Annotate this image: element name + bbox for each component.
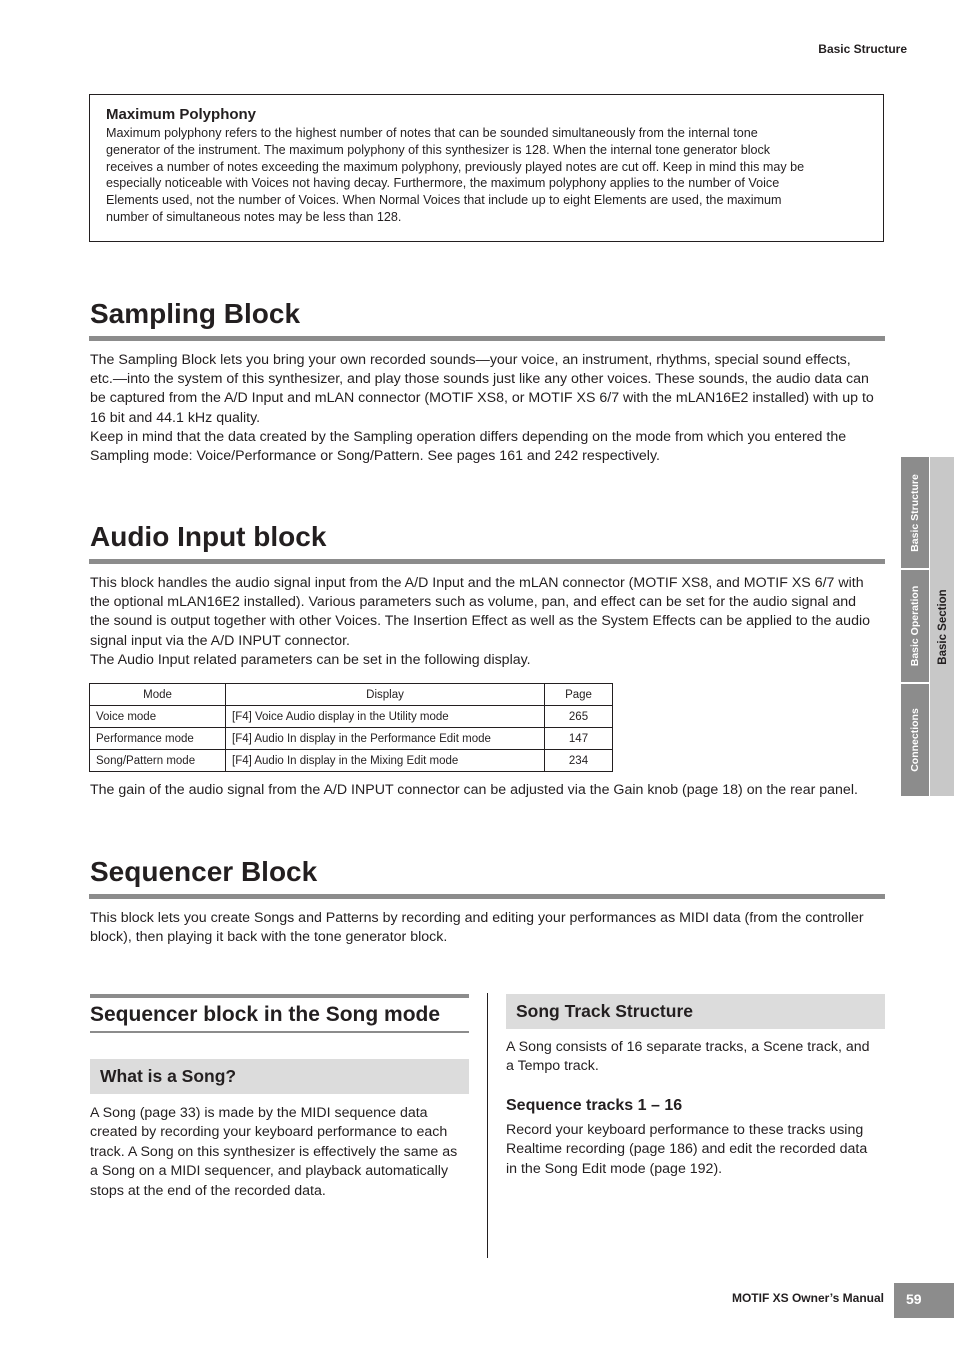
note-line: especially noticeable with Voices not having decay. Furthermore, the maximum polyphony applies to the number of Voice <box>106 176 780 191</box>
text-line: A Song consists of 16 separate tracks, a Scene track, and <box>506 1039 870 1055</box>
section-tab-label: Basic Section <box>936 588 949 665</box>
what-is-song-heading <box>90 1059 469 1094</box>
table-cell: [F4] Voice Audio display in the Utility mode <box>226 706 545 728</box>
running-header: Basic Structure <box>818 42 907 56</box>
note-line: Maximum polyphony refers to the highest number of notes that can be sounded simultaneously from the internal tone <box>106 126 758 140</box>
text-line: This block lets you create Songs and Patterns by recording and editing your performances as MIDI data (from the controller <box>90 910 864 926</box>
side-tab-label: Basic Operation <box>909 585 921 667</box>
note-title: Maximum Polyphony <box>106 106 257 123</box>
text-line: The Sampling Block lets you bring your own recorded sounds—your voice, an instrument, rhythms, special sound effects, <box>90 352 851 368</box>
text-line: block), then playing it back with the tone generator block. <box>90 929 448 946</box>
side-tab-connections[interactable] <box>901 684 929 796</box>
gain-note: The gain of the audio signal from the A/D INPUT connector can be adjusted via the Gain knob (page 18) on the rear panel. <box>90 782 858 798</box>
sequence-tracks-heading: Sequence tracks 1 – 16 <box>506 1097 683 1114</box>
side-tab-label: Basic Structure <box>909 473 921 552</box>
note-line: number of simultaneous notes may be less than 128. <box>106 209 402 224</box>
table-row <box>90 750 613 772</box>
text-line: the optional mLAN16E2 installed). Various parameters such as volume, pan, and effect can be set for the audio signal and <box>90 594 857 611</box>
column-divider <box>487 993 488 1258</box>
text-line: Record your keyboard performance to these tracks using <box>506 1122 864 1138</box>
text-line: signal input via the A/D INPUT connector. <box>90 632 350 649</box>
text-line: etc.—into the system of this synthesizer, and play those sounds just like any other voices. These sounds, the audio data can <box>90 371 869 388</box>
heading-rule <box>89 336 885 341</box>
sampling-paragraph <box>90 351 886 466</box>
section-tab-basic-section[interactable] <box>930 457 954 796</box>
audio-input-paragraph <box>90 574 886 670</box>
sampling-heading: Sampling Block <box>90 298 301 329</box>
side-tab-basic-operation[interactable] <box>901 570 929 682</box>
side-tab-label: Connections <box>909 708 921 772</box>
table-row <box>90 728 613 750</box>
table-cell: Song/Pattern mode <box>90 750 226 772</box>
song-track-structure-heading <box>506 994 885 1029</box>
text-line: The Audio Input related parameters can be set in the following display. <box>90 651 531 668</box>
note-line: generator of the instrument. The maximum polyphony of this synthesizer is 128. When the internal tone generator block <box>106 142 771 157</box>
text-line: created by recording your keyboard performance to each <box>90 1124 448 1141</box>
table-row <box>90 706 613 728</box>
table-cell: [F4] Audio In display in the Mixing Edit mode <box>226 750 545 772</box>
text-line: in the Song Edit mode (page 192). <box>506 1160 723 1177</box>
page-number-badge <box>894 1283 954 1318</box>
text-line: a Song on a MIDI sequencer, and playback automatically <box>90 1163 449 1180</box>
text-line: track. A Song on this synthesizer is effectively the same as <box>90 1143 458 1160</box>
song-mode-heading-text: Sequencer block in the Song mode <box>90 1003 441 1026</box>
side-tab-basic-structure[interactable] <box>901 457 929 568</box>
text-line: Realtime recording (page 186) and edit the recorded data <box>506 1141 868 1158</box>
text-line: This block handles the audio signal input from the A/D Input and the mLAN connector (MOTIF XS8, and MOTIF XS 6/7 with <box>90 575 864 591</box>
heading-rule <box>89 894 885 899</box>
column-header-display: Display <box>226 684 545 706</box>
what-is-song-paragraph <box>90 1104 470 1201</box>
page-number: 59 <box>906 1291 922 1307</box>
sequence-tracks-paragraph <box>506 1121 886 1179</box>
text-line: Keep in mind that the data created by the Sampling operation differs depending on the mode from which you entered the <box>90 428 847 445</box>
sequencer-paragraph <box>90 909 886 947</box>
text-line: the sound is output together with other Voices. The Insertion Effect as well as the System Effects can be applied to the audio <box>90 613 870 630</box>
note-line: receives a number of notes exceeding the maximum polyphony, previously played notes are cut off. Keep in mind this may be <box>106 159 805 174</box>
text-line: 16 bit and 44.1 kHz quality. <box>90 409 261 426</box>
what-is-song-heading-text: What is a Song? <box>100 1066 237 1086</box>
footer-manual-title: MOTIF XS Owner’s Manual <box>731 1291 884 1305</box>
table-cell: 265 <box>545 706 613 728</box>
note-body <box>106 125 870 226</box>
song-track-intro <box>506 1038 886 1077</box>
table-header-row <box>90 684 613 706</box>
table-cell: Voice mode <box>90 706 226 728</box>
table-cell: 234 <box>545 750 613 772</box>
column-header-mode: Mode <box>90 684 226 706</box>
table-cell: 147 <box>545 728 613 750</box>
table-cell: Performance mode <box>90 728 226 750</box>
text-line: be captured from the A/D Input and mLAN connector (MOTIF XS8, or MOTIF XS 6/7 with the mLAN16E2 installed) with up to <box>90 390 874 407</box>
column-header-page: Page <box>545 684 613 706</box>
song-track-structure-heading-text: Song Track Structure <box>516 1001 693 1021</box>
text-line: Sampling mode: Voice/Performance or Song/Pattern. See pages 161 and 242 respectively. <box>90 448 660 465</box>
heading-rule <box>89 559 885 564</box>
sequencer-heading: Sequencer Block <box>90 856 318 887</box>
table-cell: [F4] Audio In display in the Performance Edit mode <box>226 728 545 750</box>
text-line: a Tempo track. <box>506 1058 599 1075</box>
audio-input-table <box>89 683 613 772</box>
text-line: A Song (page 33) is made by the MIDI sequence data <box>90 1105 428 1121</box>
text-line: stops at the end of the recorded data. <box>90 1182 326 1199</box>
note-line: Elements used, not the number of Voices. When Normal Voices that include up to eight Elements are used, the maximum <box>106 193 782 208</box>
note-box <box>89 94 884 242</box>
song-mode-heading <box>90 994 469 1033</box>
audio-input-heading: Audio Input block <box>90 521 327 552</box>
